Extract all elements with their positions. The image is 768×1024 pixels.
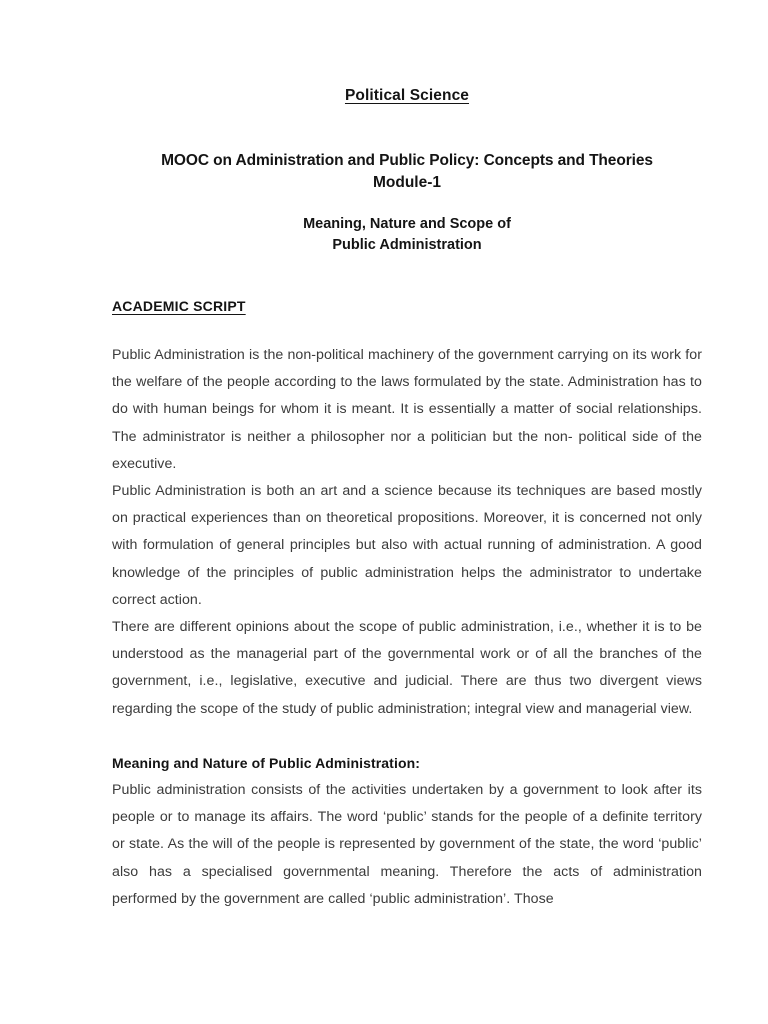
document-heading-block <box>112 86 702 256</box>
body-paragraph-3: There are different opinions about the scope of public administration, i.e., whether it is to be understood as the managerial part of the governmental work or of all the branches of the government, i.e., legislative, executive and judicial. There are thus two divergent views regarding the scope of the study of public administration; integral view and managerial view. <box>112 619 702 717</box>
document-body <box>112 296 702 913</box>
body-paragraph-2: Public Administration is both an art and a science because its techniques are based mostly on practical experiences than on theoretical propositions. Moreover, it is concerned not only with formulation of general principles but also with actual running of administration. A good knowledge of the principles of public administration helps the administrator to undertake correct action. <box>112 483 702 608</box>
topic-title <box>112 214 702 256</box>
page-title: Political Science <box>344 87 470 104</box>
topic-title-line-2: Public Administration <box>332 237 482 253</box>
course-title: MOOC on Administration and Public Policy: Concepts and Theories <box>161 152 653 169</box>
topic-title-line-1: Meaning, Nature and Scope of <box>303 216 511 232</box>
body-paragraph-4: Public administration consists of the activities undertaken by a government to look after its people or to manage its affairs. The word ‘public’ stands for the people of a definite territory or state. As the will of the people is represented by government of the state, the word ‘public’ also has a specialised governmental meaning. Therefore the acts of administration performed by the government are called ‘public administration’. Those <box>112 782 702 907</box>
module-number: Module-1 <box>372 174 442 191</box>
sub-heading-meaning-and-nature: Meaning and Nature of Public Administration: <box>112 754 421 771</box>
section-label-academic-script: ACADEMIC SCRIPT <box>112 298 246 314</box>
body-paragraph-1: Public Administration is the non-political machinery of the government carrying on its work for the welfare of the people according to the laws formulated by the state. Administration has to do with human beings for whom it is meant. It is essentially a matter of social relationships. The administrator is neither a philosopher nor a politician but the non- political side of the executive. <box>112 347 702 472</box>
